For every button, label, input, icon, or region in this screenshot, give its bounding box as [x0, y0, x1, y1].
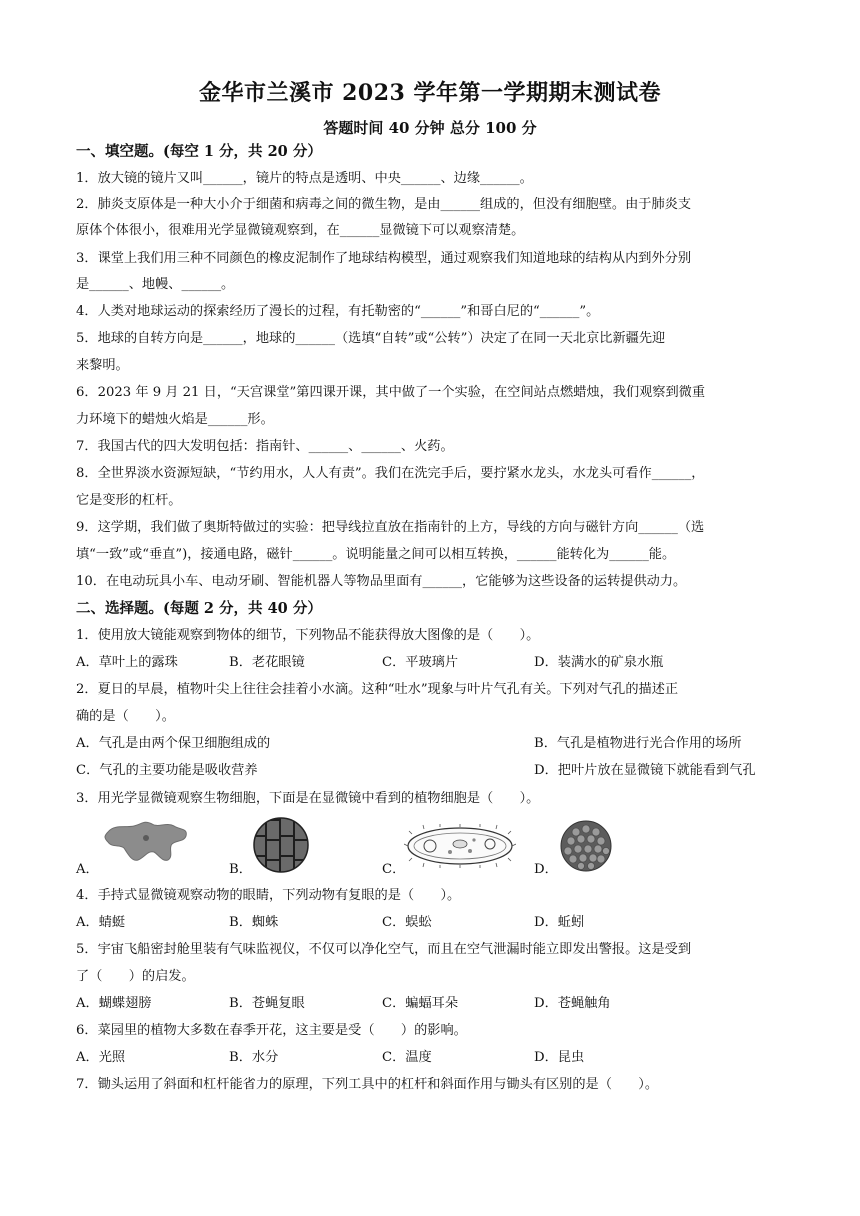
s1-line: 5．地球的自转方向是______，地球的______（选填“自转”或“公转”）决定了在同一天北京比新疆先迎	[76, 331, 666, 346]
q1-option-b: B．老花眼镜	[229, 655, 305, 670]
s1-line: 7．我国古代的四大发明包括：指南针、______、______、火药。	[76, 439, 454, 454]
q2-stem: 2．夏日的早晨，植物叶尖上往往会挂着小水滴。这种“吐水”现象与叶片气孔有关。下列对气孔的描述正	[76, 682, 679, 697]
page-title: 金华市兰溪市 2023 学年第一学期期末测试卷	[198, 80, 662, 106]
q3-option-c: C．	[382, 862, 406, 877]
s1-line: 它是变形的杠杆。	[76, 493, 182, 508]
q1-option-d: D．装满水的矿泉水瓶	[534, 655, 664, 670]
s1-line: 4．人类对地球运动的探索经历了漫长的过程，有托勒密的“______”和哥白尼的“______”。	[76, 304, 600, 319]
onion-cell-image	[252, 816, 310, 874]
s1-line: 9．这学期，我们做了奥斯特做过的实验：把导线拉直放在指南针的上方，导线的方向与磁针方向______（选	[76, 520, 705, 535]
q6-option-c: C．温度	[382, 1050, 432, 1065]
s1-line: 来黎明。	[76, 358, 129, 373]
s1-line: 原体个体很小，很难用光学显微镜观察到，在______显微镜下可以观察清楚。	[76, 223, 525, 238]
q4-option-d: D．蚯蚓	[534, 915, 585, 930]
q3-option-d: D．	[534, 862, 558, 877]
q5-option-d: D．苍蝇触角	[534, 996, 611, 1011]
section1-heading: 一、填空题。(每空 1 分，共 20 分）	[76, 143, 322, 160]
s1-line: 8．全世界淡水资源短缺，“节约用水，人人有责”。我们在洗完手后，要拧紧水龙头，水龙头可看作______，	[76, 466, 705, 481]
q5-option-a: A．蝴蝶翅膀	[76, 996, 152, 1011]
q5-stem: 了（ ）的启发。	[76, 969, 195, 984]
q2-stem: 确的是（ ）。	[76, 709, 175, 724]
amoeba-image	[100, 818, 192, 864]
s1-line: 2．肺炎支原体是一种大小介于细菌和病毒之间的微生物，是由______组成的，但没有细胞壁。由于肺炎支	[76, 197, 692, 212]
s1-line: 6．2023 年 9 月 21 日，“天宫课堂”第四课开课，其中做了一个实验，在空间站点燃蜡烛，我们观察到微重	[76, 385, 706, 400]
q4-option-b: B．蜘蛛	[229, 915, 279, 930]
q3-option-b: B．	[229, 862, 252, 877]
q6-option-b: B．水分	[229, 1050, 279, 1065]
q5-option-b: B．苍蝇复眼	[229, 996, 305, 1011]
s1-line: 填“一致”或“垂直”)，接通电路，磁针______。说明能量之间可以相互转换，______能转化为______能。	[76, 547, 676, 562]
q2-option-d: D．把叶片放在显微镜下就能看到气孔	[534, 763, 756, 778]
q6-option-d: D．昆虫	[534, 1050, 585, 1065]
s1-line: 是______、地幔、______。	[76, 277, 235, 292]
q1-option-a: A．草叶上的露珠	[76, 655, 178, 670]
section2-heading: 二、选择题。(每题 2 分，共 40 分）	[76, 600, 322, 617]
q1-stem: 1．使用放大镜能观察到物体的细节，下列物品不能获得放大图像的是（ ）。	[76, 628, 540, 643]
q2-option-a: A．气孔是由两个保卫细胞组成的	[76, 736, 271, 751]
q3-stem: 3．用光学显微镜观察生物细胞，下面是在显微镜中看到的植物细胞是（ ）。	[76, 791, 540, 806]
q4-option-a: A．蜻蜓	[76, 915, 126, 930]
q7-stem: 7．锄头运用了斜面和杠杆能省力的原理，下列工具中的杠杆和斜面作用与锄头有区别的是（ ）。	[76, 1077, 659, 1092]
s1-line: 10．在电动玩具小车、电动牙刷、智能机器人等物品里面有______，它能够为这些设备的运转提供动力。	[76, 574, 687, 589]
q5-option-c: C．蝙蝠耳朵	[382, 996, 459, 1011]
s1-line: 3．课堂上我们用三种不同颜色的橡皮泥制作了地球结构模型，通过观察我们知道地球的结构从内到外分别	[76, 251, 692, 266]
q2-option-c: C．气孔的主要功能是吸收营养	[76, 763, 258, 778]
q6-option-a: A．光照	[76, 1050, 126, 1065]
s1-line: 力环境下的蜡烛火焰是______形。	[76, 412, 274, 427]
q3-option-a: A．	[76, 862, 99, 877]
q2-option-b: B．气孔是植物进行光合作用的场所	[534, 736, 742, 751]
q4-stem: 4．手持式显微镜观察动物的眼睛，下列动物有复眼的是（ ）。	[76, 888, 461, 903]
q1-option-c: C．平玻璃片	[382, 655, 459, 670]
q4-option-c: C．蜈蚣	[382, 915, 432, 930]
blood-cell-image	[560, 820, 612, 872]
paramecium-image	[404, 824, 516, 868]
q6-stem: 6．菜园里的植物大多数在春季开花，这主要是受（ ）的影响。	[76, 1023, 467, 1038]
q5-stem: 5．宇宙飞船密封舱里装有气味监视仪，不仅可以净化空气，而且在空气泄漏时能立即发出警报。这是受到	[76, 942, 692, 957]
s1-line: 1．放大镜的镜片又叫______，镜片的特点是透明、中央______、边缘______。	[76, 171, 533, 186]
page-subtitle: 答题时间 40 分钟 总分 100 分	[323, 119, 537, 137]
